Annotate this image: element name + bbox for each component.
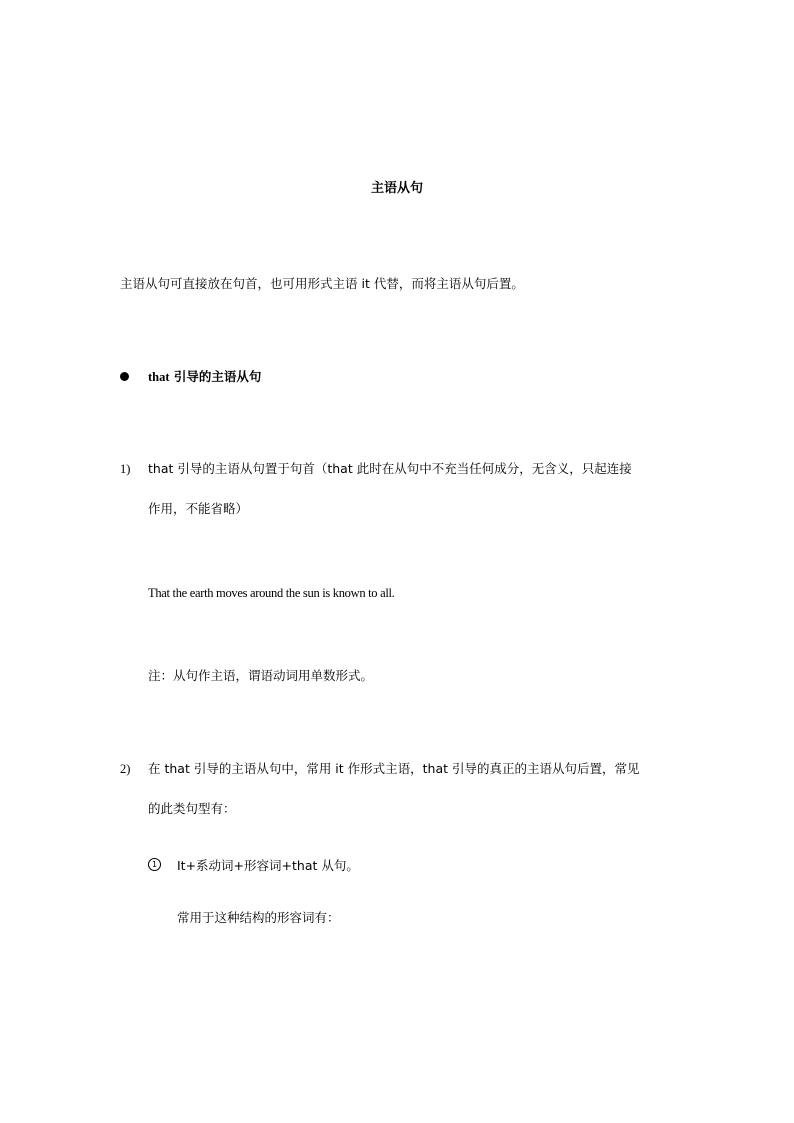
section-heading-text: 引导的主语从句 <box>173 369 262 384</box>
item2-line1: 在 that 引导的主语从句中，常用 it 作形式主语，that 引导的真正的主语从句后置，常见 <box>148 761 640 776</box>
sub-item1-note: 常用于这种结构的形容词有： <box>177 910 340 925</box>
page-title: 主语从句 <box>370 181 423 196</box>
item1-line1: that 引导的主语从句置于句首（that 此时在从句中不充当任何成分，无含义，只起连接 <box>148 461 632 476</box>
item2-number: 2) <box>120 762 131 776</box>
item1-line2: 作用，不能省略） <box>148 501 249 516</box>
bullet-icon <box>120 372 129 381</box>
item2-line2: 的此类句型有： <box>148 801 236 816</box>
example-sentence: That the earth moves around the sun is known to all. <box>148 586 395 600</box>
circled-number-one: 1 <box>148 858 161 871</box>
item1-note: 注：从句作主语，谓语动词用单数形式。 <box>148 668 374 683</box>
sub-item1-text: It+系动词+形容词+that 从句。 <box>177 858 359 873</box>
intro-paragraph: 主语从句可直接放在句首，也可用形式主语 it 代替，而将主语从句后置。 <box>120 276 524 291</box>
section-heading-keyword: that <box>148 370 170 384</box>
item1-number: 1) <box>120 462 131 476</box>
section-heading <box>148 369 261 385</box>
